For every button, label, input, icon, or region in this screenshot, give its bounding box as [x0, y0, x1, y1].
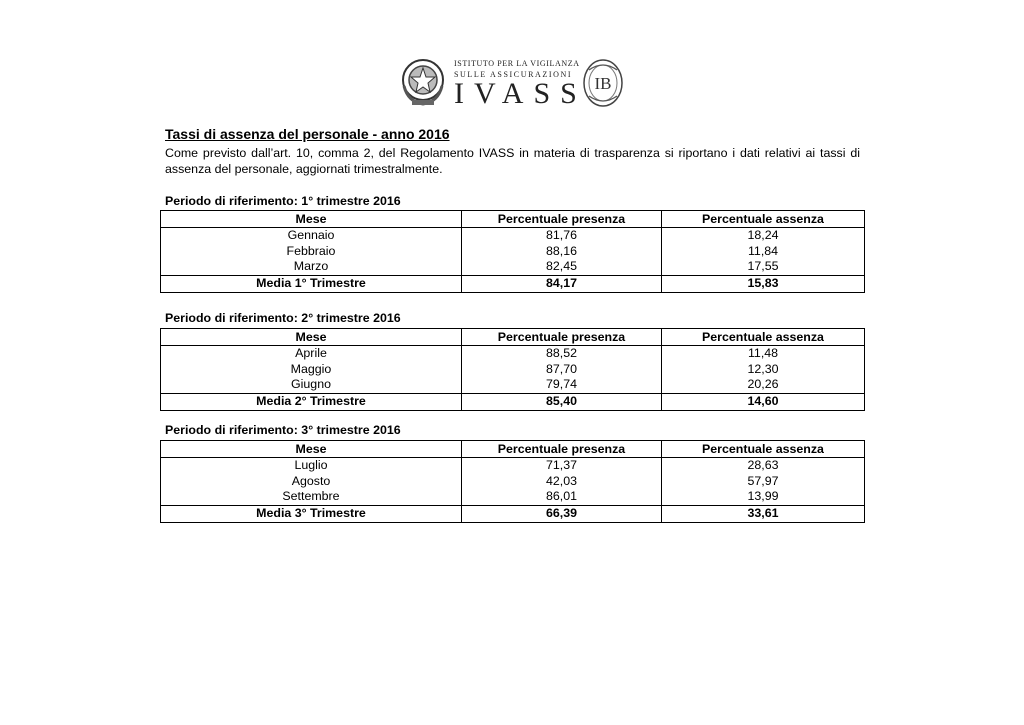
period-label-q3: Periodo di riferimento: 3° trimestre 2016: [165, 423, 401, 437]
cell-presence: 81,76: [462, 228, 662, 244]
cell-presence: 71,37: [462, 458, 662, 474]
table-row: [161, 259, 865, 275]
italian-republic-emblem-icon: [398, 56, 448, 108]
cell-absence: 28,63: [662, 458, 865, 474]
table-header-row: [161, 211, 865, 228]
svg-text:IB: IB: [594, 74, 612, 93]
cell-presence: 88,52: [462, 346, 662, 362]
average-row: [161, 505, 865, 522]
cell-absence: 11,84: [662, 244, 865, 260]
cell-absence: 13,99: [662, 489, 865, 505]
cell-absence: 18,24: [662, 228, 865, 244]
column-header-presence: Percentuale presenza: [462, 441, 662, 458]
table-row: [161, 244, 865, 260]
cell-absence: 20,26: [662, 377, 865, 393]
absence-table-q3: [160, 440, 865, 523]
average-absence: 33,61: [662, 505, 865, 522]
table-header-row: [161, 441, 865, 458]
average-row: [161, 393, 865, 410]
ivass-wordmark: IVASS: [454, 77, 587, 110]
cell-absence: 57,97: [662, 474, 865, 490]
period-label-q1: Periodo di riferimento: 1° trimestre 2016: [165, 194, 401, 208]
cell-month: Agosto: [161, 474, 462, 490]
average-presence: 66,39: [462, 505, 662, 522]
table-row: [161, 474, 865, 490]
cell-month: Maggio: [161, 362, 462, 378]
average-presence: 84,17: [462, 275, 662, 292]
average-absence: 15,83: [662, 275, 865, 292]
column-header-absence: Percentuale assenza: [662, 329, 865, 346]
table-row: [161, 362, 865, 378]
cell-month: Settembre: [161, 489, 462, 505]
column-header-month: Mese: [161, 329, 462, 346]
page-title: Tassi di assenza del personale - anno 2016: [165, 126, 450, 142]
intro-paragraph: Come previsto dall’art. 10, comma 2, del Regolamento IVASS in materia di trasparenza si riportano i dati relativi ai tassi di assenza del personale, aggiornati trimestralmente.: [165, 146, 860, 176]
cell-month: Giugno: [161, 377, 462, 393]
absence-table-q2: [160, 328, 865, 411]
cell-absence: 12,30: [662, 362, 865, 378]
absence-table-q1: [160, 210, 865, 293]
cell-absence: 17,55: [662, 259, 865, 275]
cell-presence: 79,74: [462, 377, 662, 393]
cell-month: Aprile: [161, 346, 462, 362]
average-label: Media 2° Trimestre: [161, 393, 462, 410]
page-header: [398, 56, 628, 112]
cell-month: Marzo: [161, 259, 462, 275]
cell-presence: 88,16: [462, 244, 662, 260]
cell-presence: 42,03: [462, 474, 662, 490]
column-header-month: Mese: [161, 211, 462, 228]
cell-month: Febbraio: [161, 244, 462, 260]
ib-monogram-logo: [582, 58, 624, 108]
average-presence: 85,40: [462, 393, 662, 410]
cell-presence: 82,45: [462, 259, 662, 275]
table-row: [161, 458, 865, 474]
cell-presence: 86,01: [462, 489, 662, 505]
institute-name-line2: SULLE ASSICURAZIONI: [454, 70, 573, 79]
cell-month: Gennaio: [161, 228, 462, 244]
cell-presence: 87,70: [462, 362, 662, 378]
cell-absence: 11,48: [662, 346, 865, 362]
average-row: [161, 275, 865, 292]
table-header-row: [161, 329, 865, 346]
table-row: [161, 489, 865, 505]
column-header-presence: Percentuale presenza: [462, 329, 662, 346]
table-row: [161, 228, 865, 244]
average-label: Media 3° Trimestre: [161, 505, 462, 522]
column-header-absence: Percentuale assenza: [662, 211, 865, 228]
period-label-q2: Periodo di riferimento: 2° trimestre 2016: [165, 311, 401, 325]
table-row: [161, 346, 865, 362]
column-header-presence: Percentuale presenza: [462, 211, 662, 228]
institute-name-line1: ISTITUTO PER LA VIGILANZA: [454, 59, 580, 68]
column-header-month: Mese: [161, 441, 462, 458]
cell-month: Luglio: [161, 458, 462, 474]
column-header-absence: Percentuale assenza: [662, 441, 865, 458]
average-label: Media 1° Trimestre: [161, 275, 462, 292]
table-row: [161, 377, 865, 393]
average-absence: 14,60: [662, 393, 865, 410]
